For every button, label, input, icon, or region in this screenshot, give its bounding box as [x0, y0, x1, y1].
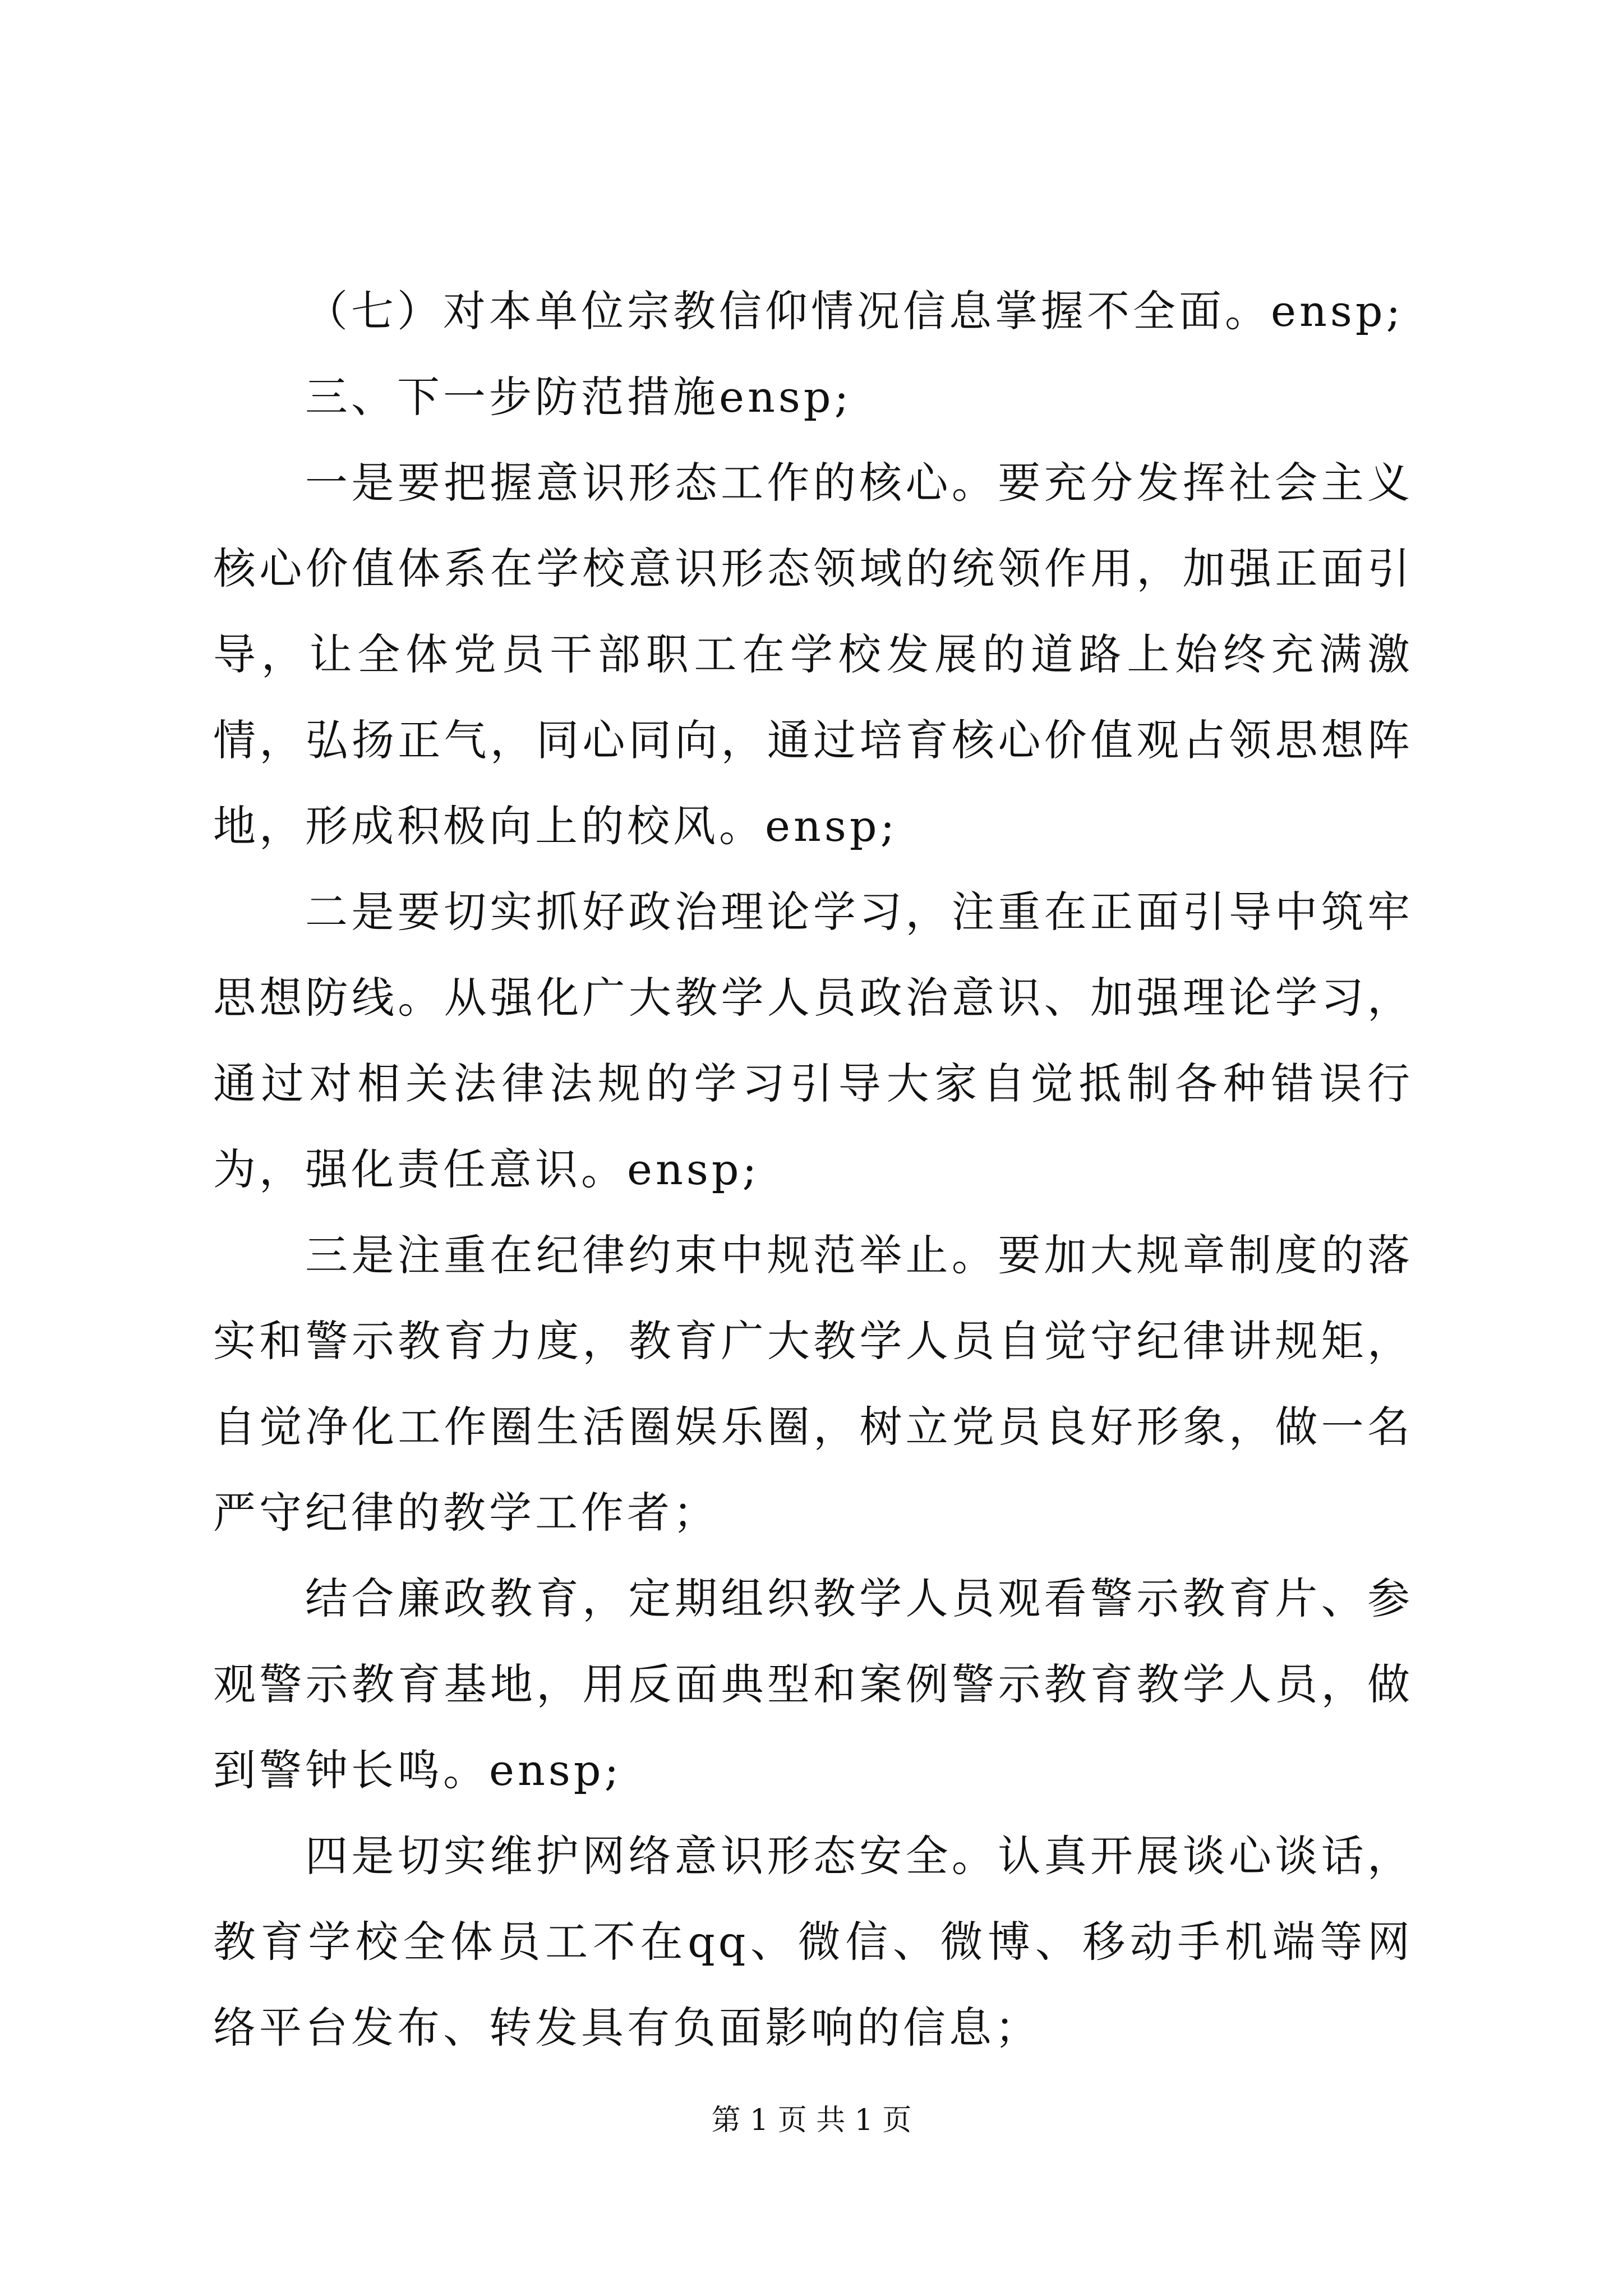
paragraph-3: 一是要把握意识形态工作的核心。要充分发挥社会主义核心价值体系在学校意识形态领域的统领作用，加强正面引导，让全体党员干部职工在学校发展的道路上始终充满激情，弘扬正气，同心同向，通过培育核心价值观占领思想阵地，形成积极向上的校风。ensp;	[213, 458, 1413, 851]
page-footer: 第 1 页 共 1 页	[711, 2104, 912, 2137]
paragraph-5: 三是注重在纪律约束中规范举止。要加大规章制度的落实和警示教育力度，教育广大教学人员自觉守纪律讲规矩，自觉净化工作圈生活圈娱乐圈，树立党员良好形象，做一名严守纪律的教学工作者；	[213, 1230, 1413, 1538]
paragraph-2: 三、下一步防范措施ensp;	[305, 372, 852, 422]
paragraph-6: 结合廉政教育，定期组织教学人员观看警示教育片、参观警示教育基地，用反面典型和案例警示教育教学人员，做到警钟长鸣。ensp;	[213, 1573, 1413, 1795]
paragraph-4: 二是要切实抓好政治理论学习，注重在正面引导中筑牢思想防线。从强化广大教学人员政治意识、加强理论学习，通过对相关法律法规的学习引导大家自觉抵制各种错误行为，强化责任意识。ensp;	[213, 887, 1413, 1194]
paragraph-7: 四是切实维护网络意识形态安全。认真开展谈心谈话，教育学校全体员工不在qq、微信、微博、移动手机端等网络平台发布、转发具有负面影响的信息；	[213, 1831, 1413, 2053]
document-body	[213, 268, 1413, 2070]
paragraph-1: （七）对本单位宗教信仰情况信息掌握不全面。ensp;	[305, 286, 1404, 336]
